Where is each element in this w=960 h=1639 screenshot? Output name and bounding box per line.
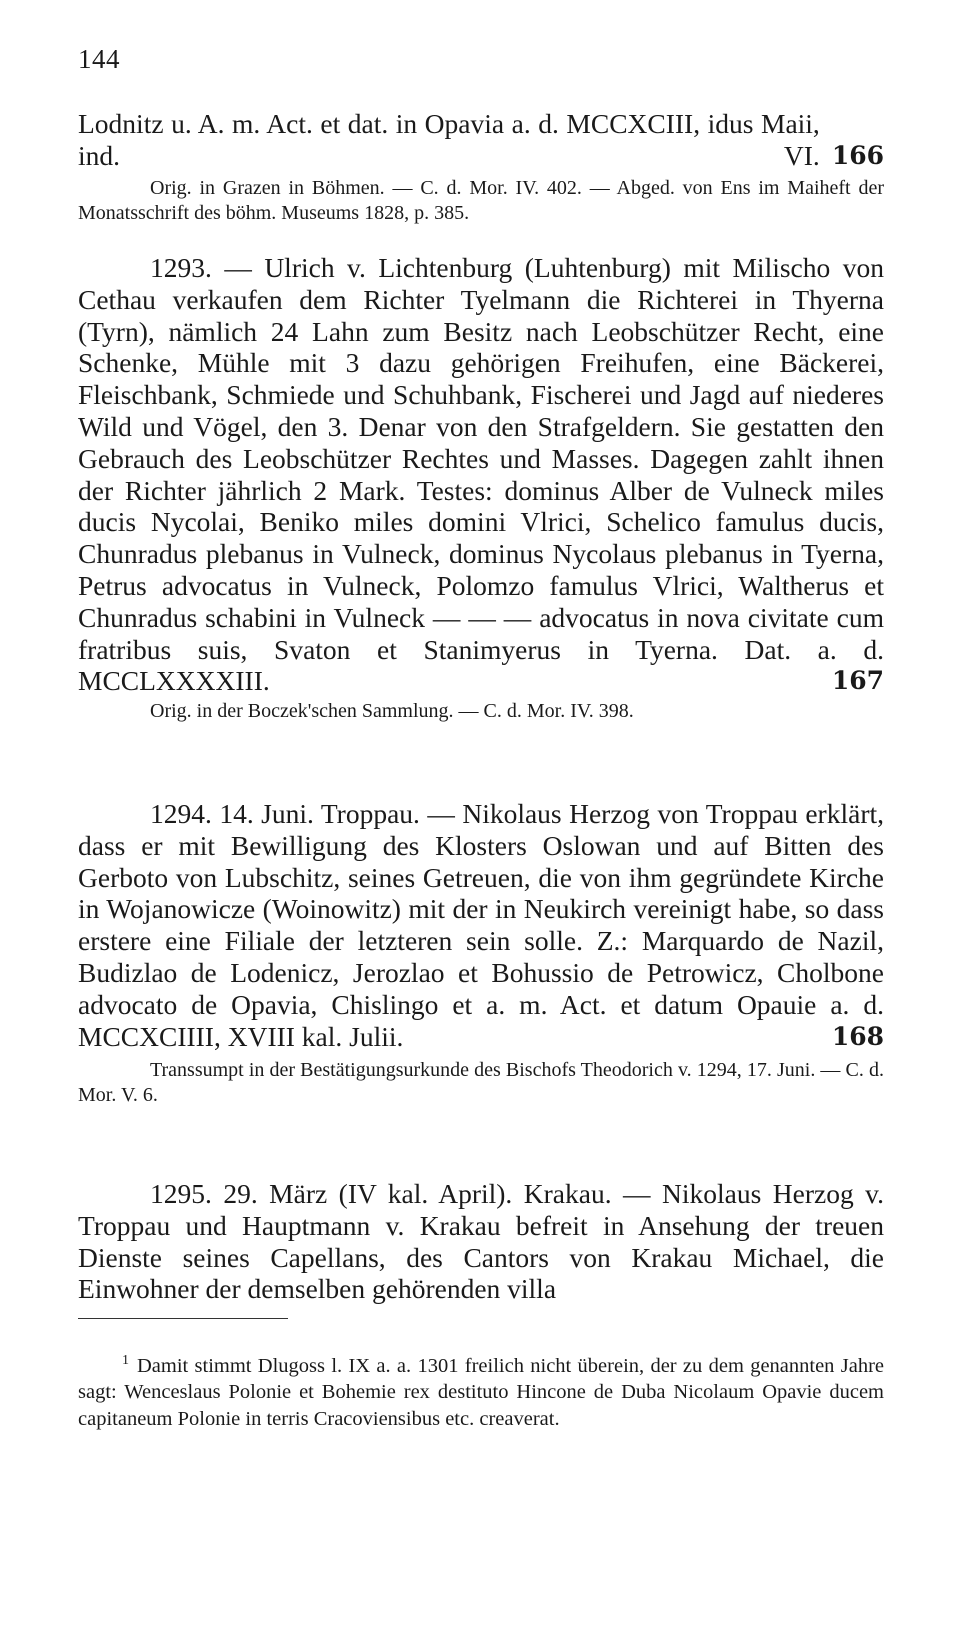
entry-167-note: Orig. in der Boczek'schen Sammlung. — C. d. Mor. IV. 398. [150, 700, 634, 723]
footnote-mark: 1 [122, 1353, 129, 1368]
entry-1295 [78, 1178, 884, 1305]
entry-168-text: 1294. 14. Juni. Troppau. — Nikolaus Herzog von Troppau erklärt, dass er mit Bewilligung des Klosters Oslowan und auf Bitten des Gerboto von Lubschitz, seines Getreuen, die von ihm gegründete Kirche in Wojanowicze (Woinowitz) mit der in Neukirch vereinigt habe, so dass erstere eine Filiale der letzteren sein solle. Z.: Marquardo de Nazil, Budizlao de Lodenicz, Jerozlao et Bohussio de Petrowicz, Cholbone advocato de Opavia, Chislingo et a. m. Act. et datum Opauie a. d. MCCXCIIII, XVIII kal. Julii. 168 [78, 798, 884, 1052]
footnote-text: $^1$ Damit stimmt Dlugoss l. IX a. a. 1301 freilich nicht überein, der zu dem genannten Jahre sagt: Wenceslaus Polonie et Bohemie rex destituto Hincone de Duba Nicolaum Opavie ducem capitaneum Polonie in terris Cracoviensibus etc. creaverat. [78, 1353, 884, 1430]
entry-166-text: 166 Lodnitz u. A. m. Act. et dat. in Opavia a. d. MCCXCIII, idus Maii, ind. VI. [78, 108, 884, 171]
entry-166 [78, 108, 884, 226]
entry-166-note: Orig. in Grazen in Böhmen. — C. d. Mor. IV. 402. — Abged. von Ens im Maiheft der Monatsschrift des böhm. Museums 1828, p. 385. [78, 176, 884, 224]
entry-168 [78, 798, 884, 1108]
page-number: 144 [78, 44, 120, 74]
entry-number-168: 168 [831, 1021, 884, 1051]
entry-168-note: Transsumpt in der Bestätigungsurkunde des Bischofs Theodorich v. 1294, 17. Juni. — C. d. Mor. V. 6. [78, 1059, 884, 1107]
entry-1295-text: 1295. 29. März (IV kal. April). Krakau. — Nikolaus Herzog v. Troppau und Hauptmann v. Krakau befreit in Ansehung der treuen Dienste seines Capellans, des Cantors von Krakau Michael, die Einwohner der demselben gehörenden villa [78, 1178, 884, 1305]
footnote [78, 1348, 884, 1432]
entry-number-166: 166 [831, 140, 884, 170]
entry-167 [78, 252, 884, 724]
entry-number-167: 167 [831, 666, 884, 696]
footnote-divider [78, 1318, 288, 1319]
entry-167-text: 1293. — Ulrich v. Lichtenburg (Luhtenburg) mit Milischo von Cethau verkaufen dem Richter Tyelmann die Richterei in Thyerna (Tyrn), nämlich 24 Lahn zum Besitz nach Leobschützer Recht, eine Schenke, Mühle mit 3 dazu gehörigen Freihufen, eine Bäckerei, Fleischbank, Schmiede und Schuhbank, Fischerei und Jagd auf niederes Wild und Vögel, den 3. Denar von den Strafgeldern. Sie gestatten den Gebrauch des Leobschützer Rechtes und Masses. Dagegen zahlt ihnen der Richter jährlich 2 Mark. Testes: dominus Alber de Vulneck miles ducis Nycolai, Beniko miles domini Vlrici, Schelico famulus ducis, Chunradus plebanus in Vulneck, dominus Nycolaus plebanus in Tyerna, Petrus advocatus in Vulneck, Polomzo famulus Vlrici, Waltherus et Chunradus schabini in Vulneck — — — advocatus in nova civitate cum fratribus suis, Svaton et Stanimyerus in Tyerna. Dat. a. d. MCCLXXXXIII. 167 [78, 252, 884, 697]
